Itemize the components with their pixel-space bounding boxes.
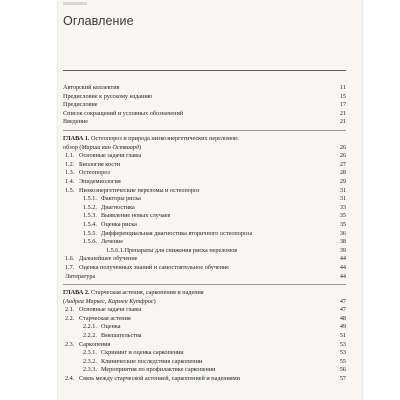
chapter-2-heading[interactable]: ГЛАВА 2. Старческая астения, саркопения и падения — [63, 289, 204, 296]
toc-entry[interactable]: Предисловие к русскому изданию 15 — [63, 92, 346, 100]
toc-entry[interactable]: 1.7. Оценка полученных знаний и самостоятельное обучение 44 — [65, 263, 346, 271]
toc-entry[interactable]: 1.1. Основные задачи главы 26 — [65, 152, 346, 160]
toc-entry[interactable]: 2.3.2. Клинические последствия саркопении 55 — [83, 357, 346, 365]
section-divider — [63, 130, 346, 131]
toc-entry[interactable]: 2.2.2. Вмешательства 51 — [83, 331, 346, 339]
toc-entry[interactable]: 1.2. Биология кости 27 — [65, 160, 346, 168]
toc-entry[interactable]: 2.3.3. Мероприятия по профилактике саркопении 56 — [83, 366, 346, 374]
running-head — [63, 2, 87, 5]
toc-entry[interactable]: Авторский коллектив 11 — [63, 84, 346, 91]
toc-entry[interactable]: 1.5.6.1.Препараты для снижения риска переломов 39 — [106, 246, 346, 254]
chapter-2-authors[interactable]: (Андреа Маркес, Кармен Кутфрос) 47 — [63, 297, 346, 305]
chapter-2-list — [63, 289, 346, 384]
toc-entry[interactable]: Литература 44 — [65, 272, 346, 280]
book-page — [58, 0, 362, 400]
toc-entry[interactable]: 1.5.3. Выявление новых случаев 35 — [83, 212, 346, 220]
toc-entry[interactable]: Список сокращений и условных обозначений 21 — [63, 109, 346, 117]
toc-entry[interactable]: Предисловие 17 — [63, 101, 346, 109]
toc-entry[interactable]: 1.6. Дальнейшее обучение 44 — [65, 255, 346, 263]
chapter-1-heading-cont[interactable]: обзор (Марша ван Остваард) 26 — [63, 143, 346, 151]
toc-entry[interactable]: 1.5. Низкоэнергетические переломы и остеопороз 31 — [65, 186, 346, 194]
section-divider — [63, 284, 346, 285]
toc-entry[interactable]: 1.5.1. Факторы риска 31 — [83, 195, 346, 203]
heading-rule — [63, 70, 346, 71]
toc-entry[interactable]: 1.5.5. Дифференциальная диагностика вторичного остеопороза 36 — [83, 229, 346, 237]
page-title: Оглавление — [63, 14, 134, 28]
toc-entry[interactable]: 2.3.1. Скрининг и оценка саркопении 53 — [83, 349, 346, 357]
toc-entry[interactable]: 1.3. Остеопороз 28 — [65, 169, 346, 177]
toc-entry[interactable]: 2.2. Старческая астения 48 — [65, 314, 346, 322]
toc-entry[interactable]: 2.2.1. Оценка 49 — [83, 323, 346, 331]
toc-entry[interactable]: 2.3. Саркопения 53 — [65, 340, 346, 348]
toc-entry[interactable]: 1.4. Эпидемиология 29 — [65, 177, 346, 185]
front-matter-list — [63, 84, 346, 127]
toc-entry[interactable]: 1.5.4. Оценка риска 35 — [83, 220, 346, 228]
chapter-1-list — [63, 135, 346, 281]
toc-entry[interactable]: 2.4. Связь между старческой астенией, саркопенией и падениями 57 — [65, 374, 346, 382]
toc-entry[interactable]: 2.1. Основные задачи главы 47 — [65, 306, 346, 314]
toc-entry[interactable]: 1.5.6. Лечение 38 — [83, 238, 346, 246]
toc-entry[interactable]: 1.5.2. Диагностика 33 — [83, 203, 346, 211]
toc-entry[interactable]: Введение 21 — [63, 118, 346, 126]
chapter-1-heading[interactable]: ГЛАВА 1. Остеопороз и природа низкоэнергетических переломов: — [63, 135, 239, 142]
